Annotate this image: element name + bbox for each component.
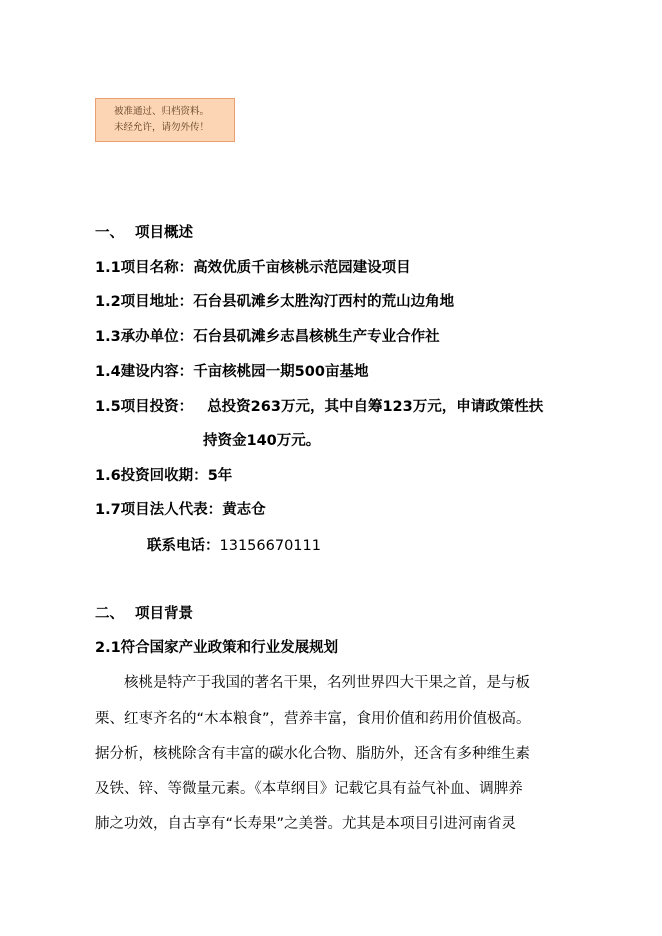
- item-label: 1.2项目地址：: [95, 294, 194, 310]
- item-label: 1.1项目名称：: [95, 260, 194, 276]
- item-label: 1.3承办单位：: [95, 329, 194, 345]
- notice-line-1: 被准通过、归档资料。: [114, 106, 210, 117]
- item-value: 黄志仓: [222, 502, 266, 518]
- paragraph-line-5: 肺之功效，自古享有“长寿果”之美誉。尤其是本项目引进河南省灵: [95, 816, 517, 832]
- item-value: 石台县矶滩乡太胜沟汀西村的荒山边角地: [193, 294, 455, 310]
- item-label: 1.4建设内容：: [95, 364, 194, 380]
- item-1-5-continuation: [203, 431, 320, 451]
- section-2-number: 二、: [95, 606, 124, 622]
- item-1-4: [95, 362, 368, 382]
- section-1-title: 项目概述: [135, 225, 193, 241]
- paragraph-line-4: 及铁、锌、等微量元素。《本草纲目》记载它具有益气补血、调脾养: [95, 781, 523, 797]
- section-2-title: 项目背景: [135, 606, 193, 622]
- item-1-2: [95, 292, 454, 312]
- item-value: 5年: [207, 468, 233, 484]
- section-1-heading: [95, 223, 193, 243]
- item-label: 1.5项目投资：: [95, 399, 194, 415]
- confidential-notice-stamp: [95, 98, 235, 142]
- item-value: 石台县矶滩乡志昌核桃生产专业合作社: [193, 329, 440, 345]
- section-2-1-heading: 2.1符合国家产业政策和行业发展规划: [95, 640, 339, 656]
- item-1-6: [95, 466, 232, 486]
- notice-line-2: 未经允许，请勿外传！: [114, 122, 210, 133]
- contact-phone: [147, 536, 321, 556]
- item-1-3: [95, 327, 440, 347]
- item-value: 高效优质千亩核桃示范园建设项目: [193, 260, 411, 276]
- phone-value: 13156670111: [219, 538, 321, 554]
- item-1-5: [95, 397, 543, 417]
- item-value: 总投资263万元，其中自筹123万元，申请政策性扶: [207, 399, 544, 415]
- phone-label: 联系电话：: [147, 538, 220, 554]
- paragraph-line-2: 栗、红枣齐名的“木本粮食”，营养丰富，食用价值和药用价值极高。: [95, 711, 531, 727]
- item-1-7: [95, 500, 266, 520]
- item-value-continued: 持资金140万元。: [203, 433, 321, 449]
- section-1-number: 一、: [95, 225, 124, 241]
- paragraph-line-3: 据分析，核桃除含有丰富的碳水化合物、脂肪外，还含有多种维生素: [95, 746, 530, 762]
- item-value: 千亩核桃园一期500亩基地: [193, 364, 369, 380]
- item-label: 1.7项目法人代表：: [95, 502, 223, 518]
- item-label: 1.6投资回收期：: [95, 468, 208, 484]
- section-2-heading: [95, 604, 193, 624]
- item-1-1: [95, 258, 411, 278]
- paragraph-line-1: 核桃是特产于我国的著名干果，名列世界四大干果之首，是与板: [124, 675, 530, 691]
